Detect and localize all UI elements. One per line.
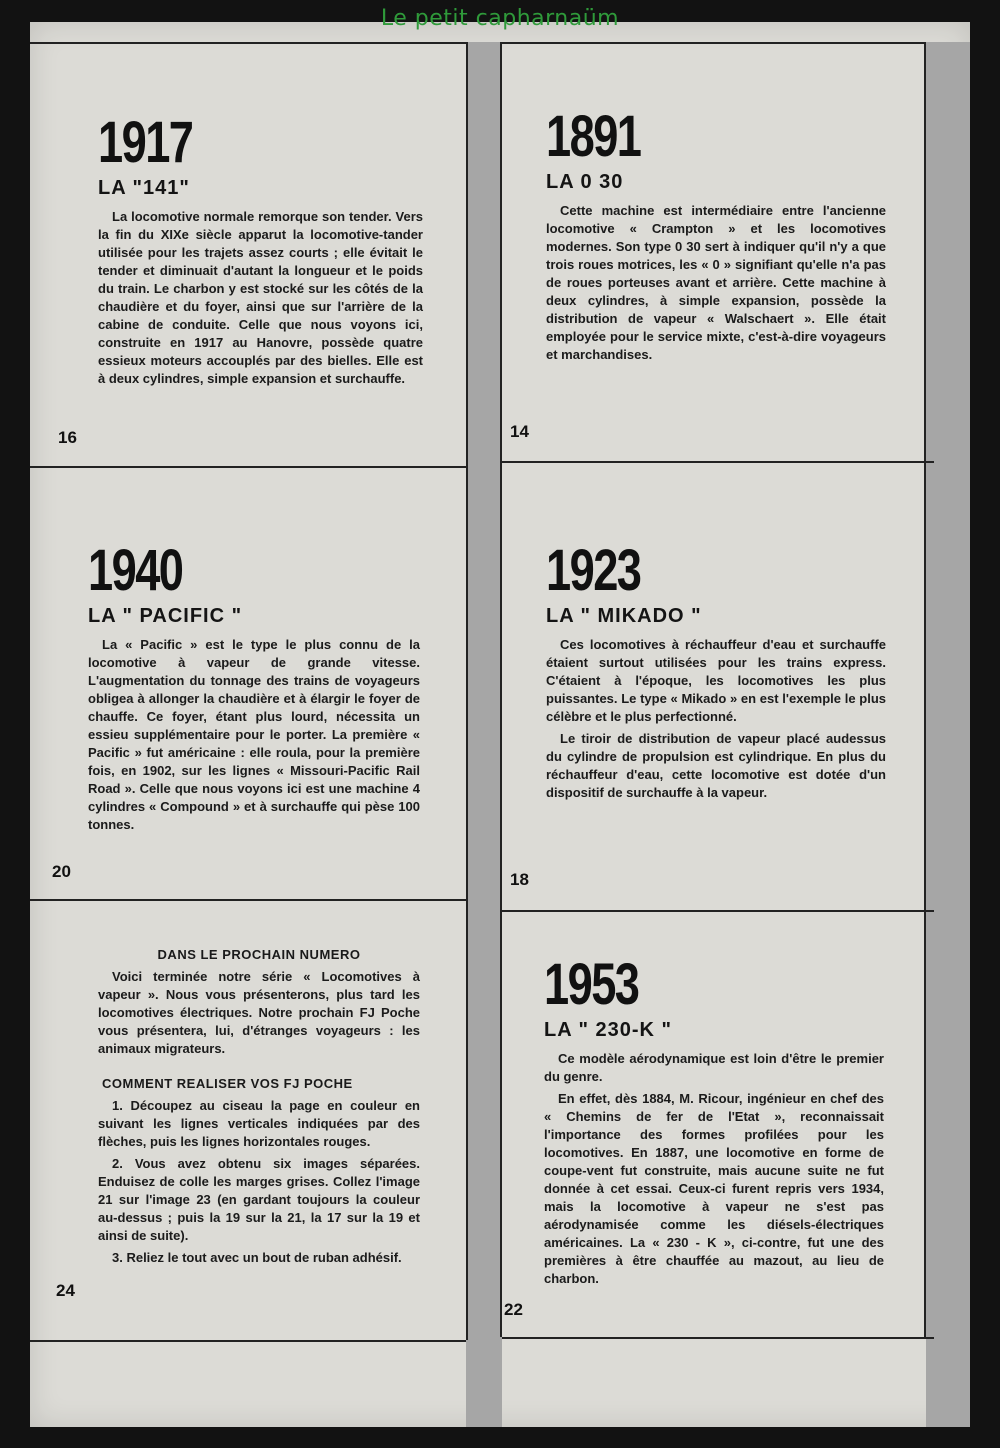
cut-line (502, 461, 934, 463)
instruction-step: 3. Reliez le tout avec un bout de ruban adhésif. (112, 1250, 402, 1265)
card-year: 1917 (98, 110, 193, 175)
section-heading: COMMENT REALISER VOS FJ POCHE (102, 1076, 353, 1091)
card-text: La locomotive normale remorque son tender. Vers la fin du XIXe siècle apparut la locomotive-tander utilisée pour les trajets assez courts ; elle évitait le tender et diminuait d'autant la longueur et le poids du train. Le charbon y est stocké sur les côtés de la chaudière et du foyer, ainsi que sur l'arrière de la cabine de conduite. Celle que nous voyons ici, construite en 1917 au Hanovre, possède quatre essieux moteurs accouplés par des bielles. Elle est à deux cylindres, simple expansion et surchauffe. (98, 209, 423, 386)
section-text: Voici terminée notre série « Locomotives à vapeur ». Nous vous présenterons, plus tard les locomotives électriques. Notre prochain FJ Poche vous présentera, lui, d'étranges voyageurs : les animaux migrateurs. (98, 969, 420, 1056)
right-gray-margin (926, 42, 970, 1427)
card-text: Ces locomotives à réchauffeur d'eau et surchauffe étaient surtout utilisées pour les trains express. C'étaient à l'époque, les locomotives les plus puissantes. Le type « Mikado » en est l'exemple le plus célèbre et le plus perfectionné. (546, 637, 886, 724)
cut-line (466, 42, 468, 1340)
card-text: Le tiroir de distribution de vapeur placé audessus du cylindre de propulsion est cylindrique. En plus du réchauffeur d'eau, cette locomotive est dotée d'un dispositif de surchauffe à la vapeur. (546, 731, 886, 800)
card-next-issue (98, 947, 420, 1267)
page-sheet (30, 22, 970, 1427)
instruction-step: 2. Vous avez obtenu six images séparées. Enduisez de colle les marges grises. Collez l'image 21 sur l'image 23 (en gardant toujours la couleur au-dessus ; puis la 19 sur la 21, la 17 sur la 19 et ainsi de suite). (98, 1156, 420, 1243)
cut-line (502, 910, 934, 912)
card-subtitle: LA "141" (98, 177, 190, 199)
card-1953 (544, 952, 884, 1288)
card-subtitle: LA 0 30 (546, 171, 624, 193)
page-number: 20 (52, 862, 71, 881)
cut-line (502, 42, 926, 44)
cut-line (30, 466, 466, 468)
card-text: Ce modèle aérodynamique est loin d'être le premier du genre. (544, 1051, 884, 1084)
cut-line (502, 1337, 934, 1339)
card-1917 (98, 110, 423, 388)
page-number: 18 (510, 870, 529, 889)
card-text: En effet, dès 1884, M. Ricour, ingénieur en chef des « Chemins de fer de l'Etat », reconnaissait l'importance des formes profilées pour les locomotives. En 1887, une locomotive en forme de coupe-vent fut construite, mais aucune suite ne fut donnée à cet essai. Ceux-ci furent repris vers 1934, mais la locomotive à vapeur ne s'est pas aérodynamisée comme les diésels-électriques américaines. La « 230 - K », ci-contre, fut une des premières à être chauffée au mazout, au lieu de charbon. (544, 1091, 884, 1286)
center-gray-margin (466, 42, 502, 1427)
cut-line (30, 899, 466, 901)
card-subtitle: LA " MIKADO " (546, 605, 702, 627)
page-number: 14 (510, 422, 529, 441)
cut-line (30, 1340, 466, 1342)
card-year: 1953 (544, 952, 639, 1017)
page-number: 16 (58, 428, 77, 447)
card-1891 (546, 104, 886, 364)
card-subtitle: LA " PACIFIC " (88, 605, 243, 627)
page-number: 22 (504, 1300, 523, 1319)
card-year: 1923 (546, 538, 641, 603)
card-year: 1891 (546, 104, 641, 169)
card-year: 1940 (88, 538, 183, 603)
page-number: 24 (56, 1281, 75, 1300)
cut-line (30, 42, 466, 44)
card-text: Cette machine est intermédiaire entre l'ancienne locomotive « Crampton » et les locomotives modernes. Son type 0 30 sert à indiquer qu'il n'y a que trois roues motrices, les « 0 » signifiant qu'elle n'a pas de roues porteuses avant et arrière. Cette machine à deux cylindres, à simple expansion, possède la distribution de vapeur « Walschaert ». Elle était employée pour le service mixte, c'est-à-dire voyageurs et marchandises. (546, 203, 886, 362)
cut-line (924, 42, 926, 1337)
card-1923 (546, 538, 886, 802)
section-heading: DANS LE PROCHAIN NUMERO (157, 947, 361, 962)
cut-line (500, 42, 502, 1337)
card-subtitle: LA " 230-K " (544, 1019, 673, 1041)
instruction-step: 1. Découpez au ciseau la page en couleur en suivant les lignes verticales indiquées par des flèches, puis les lignes horizontales rouges. (98, 1098, 420, 1149)
watermark: Le petit capharnaüm (380, 6, 620, 31)
card-1940 (88, 538, 420, 834)
card-text: La « Pacific » est le type le plus connu de la locomotive à vapeur de grande vitesse. L'augmentation du tonnage des trains de voyageurs obligea à allonger la chaudière et à élargir le foyer de chauffe. Ce foyer, étant plus lourd, nécessita un essieu supplémentaire pour le porter. La première « Pacific » fut américaine : elle roula, pour la première fois, en 1902, sur les lignes « Missouri-Pacific Rail Road ». Celle que nous voyons ici est une machine 4 cylindres « Compound » et à surchauffe qui pèse 100 tonnes. (88, 637, 420, 832)
